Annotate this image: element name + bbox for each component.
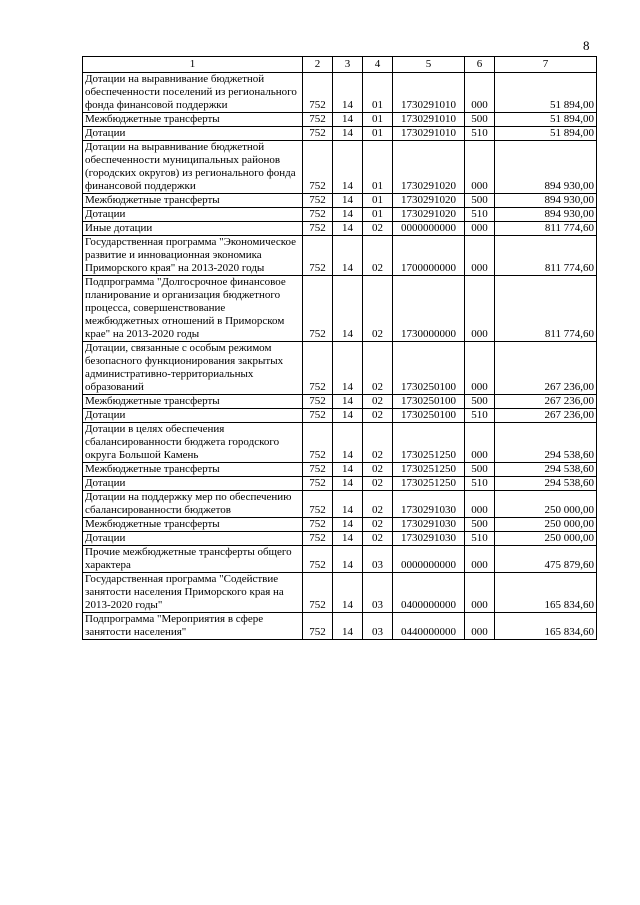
- subsection-code-cell: 02: [363, 222, 393, 236]
- subsection-code-cell: 02: [363, 276, 393, 342]
- expense-type-cell: 000: [465, 546, 495, 573]
- row-name-cell: Подпрограмма "Мероприятия в сфере занятости населения": [83, 613, 303, 640]
- subsection-code-cell: 02: [363, 491, 393, 518]
- target-article-cell: 1730251250: [393, 423, 465, 463]
- admin-code-cell: 752: [303, 141, 333, 194]
- row-name-cell: Прочие межбюджетные трансферты общего характера: [83, 546, 303, 573]
- admin-code-cell: 752: [303, 613, 333, 640]
- expense-type-cell: 000: [465, 613, 495, 640]
- expense-type-cell: 000: [465, 342, 495, 395]
- section-code-cell: 14: [333, 423, 363, 463]
- admin-code-cell: 752: [303, 491, 333, 518]
- subsection-code-cell: 03: [363, 573, 393, 613]
- table-row: [83, 236, 597, 276]
- row-name-cell: Дотации: [83, 409, 303, 423]
- subsection-code-cell: 02: [363, 395, 393, 409]
- amount-cell: 250 000,00: [495, 491, 597, 518]
- column-header: 3: [333, 57, 363, 73]
- table-row: [83, 342, 597, 395]
- table-row: [83, 194, 597, 208]
- expense-type-cell: 500: [465, 463, 495, 477]
- row-name-cell: Государственная программа "Экономическое развитие и инновационная экономика Приморского края" на 2013-2020 годы: [83, 236, 303, 276]
- column-header: 1: [83, 57, 303, 73]
- admin-code-cell: 752: [303, 409, 333, 423]
- row-name-cell: Дотации: [83, 532, 303, 546]
- expense-type-cell: 510: [465, 208, 495, 222]
- expense-type-cell: 000: [465, 276, 495, 342]
- expense-type-cell: 000: [465, 491, 495, 518]
- admin-code-cell: 752: [303, 194, 333, 208]
- subsection-code-cell: 01: [363, 208, 393, 222]
- table-row: [83, 127, 597, 141]
- target-article-cell: 1730291010: [393, 113, 465, 127]
- table-row: [83, 613, 597, 640]
- amount-cell: 250 000,00: [495, 518, 597, 532]
- table-row: [83, 222, 597, 236]
- section-code-cell: 14: [333, 477, 363, 491]
- section-code-cell: 14: [333, 127, 363, 141]
- table-row: [83, 573, 597, 613]
- admin-code-cell: 752: [303, 395, 333, 409]
- row-name-cell: Межбюджетные трансферты: [83, 113, 303, 127]
- amount-cell: 165 834,60: [495, 573, 597, 613]
- row-name-cell: Государственная программа "Содействие занятости населения Приморского края на 2013-2020 годы": [83, 573, 303, 613]
- section-code-cell: 14: [333, 395, 363, 409]
- table-row: [83, 409, 597, 423]
- admin-code-cell: 752: [303, 113, 333, 127]
- admin-code-cell: 752: [303, 518, 333, 532]
- expense-type-cell: 000: [465, 573, 495, 613]
- row-name-cell: Подпрограмма "Долгосрочное финансовое планирование и организация бюджетного процесса, совершенствование межбюджетных отношений в Приморском крае" на 2013-2020 годы: [83, 276, 303, 342]
- table-header-row: [83, 57, 597, 73]
- subsection-code-cell: 03: [363, 546, 393, 573]
- subsection-code-cell: 02: [363, 342, 393, 395]
- subsection-code-cell: 02: [363, 532, 393, 546]
- table-row: [83, 477, 597, 491]
- section-code-cell: 14: [333, 573, 363, 613]
- amount-cell: 294 538,60: [495, 423, 597, 463]
- subsection-code-cell: 01: [363, 73, 393, 113]
- amount-cell: 51 894,00: [495, 127, 597, 141]
- amount-cell: 267 236,00: [495, 342, 597, 395]
- row-name-cell: Дотации на поддержку мер по обеспечению сбалансированности бюджетов: [83, 491, 303, 518]
- section-code-cell: 14: [333, 73, 363, 113]
- expense-type-cell: 510: [465, 127, 495, 141]
- section-code-cell: 14: [333, 222, 363, 236]
- amount-cell: 250 000,00: [495, 532, 597, 546]
- subsection-code-cell: 01: [363, 113, 393, 127]
- admin-code-cell: 752: [303, 532, 333, 546]
- section-code-cell: 14: [333, 491, 363, 518]
- section-code-cell: 14: [333, 532, 363, 546]
- amount-cell: 165 834,60: [495, 613, 597, 640]
- target-article-cell: 1730291010: [393, 127, 465, 141]
- expense-type-cell: 500: [465, 518, 495, 532]
- admin-code-cell: 752: [303, 127, 333, 141]
- row-name-cell: Дотации в целях обеспечения сбалансированности бюджета городского округа Большой Камень: [83, 423, 303, 463]
- expense-type-cell: 000: [465, 141, 495, 194]
- target-article-cell: 1730291020: [393, 208, 465, 222]
- expense-type-cell: 500: [465, 395, 495, 409]
- amount-cell: 811 774,60: [495, 276, 597, 342]
- amount-cell: 267 236,00: [495, 395, 597, 409]
- amount-cell: 51 894,00: [495, 73, 597, 113]
- row-name-cell: Межбюджетные трансферты: [83, 395, 303, 409]
- section-code-cell: 14: [333, 141, 363, 194]
- amount-cell: 811 774,60: [495, 222, 597, 236]
- admin-code-cell: 752: [303, 276, 333, 342]
- section-code-cell: 14: [333, 342, 363, 395]
- admin-code-cell: 752: [303, 573, 333, 613]
- admin-code-cell: 752: [303, 208, 333, 222]
- amount-cell: 894 930,00: [495, 141, 597, 194]
- expense-type-cell: 510: [465, 409, 495, 423]
- target-article-cell: 1730291030: [393, 518, 465, 532]
- row-name-cell: Иные дотации: [83, 222, 303, 236]
- section-code-cell: 14: [333, 276, 363, 342]
- amount-cell: 475 879,60: [495, 546, 597, 573]
- expense-type-cell: 000: [465, 222, 495, 236]
- table-row: [83, 546, 597, 573]
- page-number: 8: [583, 38, 590, 53]
- table-row: [83, 208, 597, 222]
- column-header: 7: [495, 57, 597, 73]
- admin-code-cell: 752: [303, 463, 333, 477]
- table-body: [83, 73, 597, 640]
- target-article-cell: 1730251250: [393, 463, 465, 477]
- subsection-code-cell: 02: [363, 236, 393, 276]
- row-name-cell: Межбюджетные трансферты: [83, 194, 303, 208]
- amount-cell: 894 930,00: [495, 194, 597, 208]
- expense-type-cell: 000: [465, 423, 495, 463]
- subsection-code-cell: 02: [363, 409, 393, 423]
- amount-cell: 294 538,60: [495, 477, 597, 491]
- expense-type-cell: 510: [465, 532, 495, 546]
- subsection-code-cell: 01: [363, 127, 393, 141]
- column-header: 4: [363, 57, 393, 73]
- target-article-cell: 1730291020: [393, 194, 465, 208]
- subsection-code-cell: 01: [363, 194, 393, 208]
- column-header: 2: [303, 57, 333, 73]
- admin-code-cell: 752: [303, 423, 333, 463]
- admin-code-cell: 752: [303, 477, 333, 491]
- section-code-cell: 14: [333, 463, 363, 477]
- amount-cell: 51 894,00: [495, 113, 597, 127]
- table-row: [83, 73, 597, 113]
- table-row: [83, 113, 597, 127]
- section-code-cell: 14: [333, 208, 363, 222]
- amount-cell: 894 930,00: [495, 208, 597, 222]
- admin-code-cell: 752: [303, 222, 333, 236]
- budget-table: [82, 56, 597, 640]
- target-article-cell: 1730291030: [393, 491, 465, 518]
- target-article-cell: 1730291020: [393, 141, 465, 194]
- section-code-cell: 14: [333, 194, 363, 208]
- amount-cell: 267 236,00: [495, 409, 597, 423]
- expense-type-cell: 500: [465, 194, 495, 208]
- row-name-cell: Дотации на выравнивание бюджетной обеспеченности поселений из регионального фонда финансовой поддержки: [83, 73, 303, 113]
- admin-code-cell: 752: [303, 73, 333, 113]
- table-row: [83, 395, 597, 409]
- expense-type-cell: 510: [465, 477, 495, 491]
- section-code-cell: 14: [333, 518, 363, 532]
- amount-cell: 294 538,60: [495, 463, 597, 477]
- admin-code-cell: 752: [303, 342, 333, 395]
- admin-code-cell: 752: [303, 236, 333, 276]
- amount-cell: 811 774,60: [495, 236, 597, 276]
- target-article-cell: 1730291030: [393, 532, 465, 546]
- table-row: [83, 423, 597, 463]
- row-name-cell: Дотации: [83, 477, 303, 491]
- table-row: [83, 463, 597, 477]
- table-row: [83, 518, 597, 532]
- target-article-cell: 1730000000: [393, 276, 465, 342]
- admin-code-cell: 752: [303, 546, 333, 573]
- expense-type-cell: 000: [465, 236, 495, 276]
- section-code-cell: 14: [333, 546, 363, 573]
- target-article-cell: 0000000000: [393, 546, 465, 573]
- subsection-code-cell: 03: [363, 613, 393, 640]
- target-article-cell: 1730291010: [393, 73, 465, 113]
- section-code-cell: 14: [333, 613, 363, 640]
- subsection-code-cell: 02: [363, 423, 393, 463]
- table-row: [83, 276, 597, 342]
- table-row: [83, 532, 597, 546]
- target-article-cell: 1730251250: [393, 477, 465, 491]
- subsection-code-cell: 02: [363, 477, 393, 491]
- column-header: 6: [465, 57, 495, 73]
- subsection-code-cell: 01: [363, 141, 393, 194]
- subsection-code-cell: 02: [363, 463, 393, 477]
- target-article-cell: 0400000000: [393, 573, 465, 613]
- row-name-cell: Дотации: [83, 208, 303, 222]
- target-article-cell: 0000000000: [393, 222, 465, 236]
- row-name-cell: Дотации, связанные с особым режимом безопасного функционирования закрытых административно-территориальных образований: [83, 342, 303, 395]
- target-article-cell: 0440000000: [393, 613, 465, 640]
- target-article-cell: 1730250100: [393, 409, 465, 423]
- target-article-cell: 1700000000: [393, 236, 465, 276]
- row-name-cell: Межбюджетные трансферты: [83, 463, 303, 477]
- target-article-cell: 1730250100: [393, 395, 465, 409]
- table-row: [83, 491, 597, 518]
- target-article-cell: 1730250100: [393, 342, 465, 395]
- expense-type-cell: 000: [465, 73, 495, 113]
- subsection-code-cell: 02: [363, 518, 393, 532]
- expense-type-cell: 500: [465, 113, 495, 127]
- row-name-cell: Межбюджетные трансферты: [83, 518, 303, 532]
- row-name-cell: Дотации: [83, 127, 303, 141]
- row-name-cell: Дотации на выравнивание бюджетной обеспеченности муниципальных районов (городских округов) из регионального фонда финансовой поддержки: [83, 141, 303, 194]
- section-code-cell: 14: [333, 113, 363, 127]
- section-code-cell: 14: [333, 236, 363, 276]
- column-header: 5: [393, 57, 465, 73]
- table-row: [83, 141, 597, 194]
- section-code-cell: 14: [333, 409, 363, 423]
